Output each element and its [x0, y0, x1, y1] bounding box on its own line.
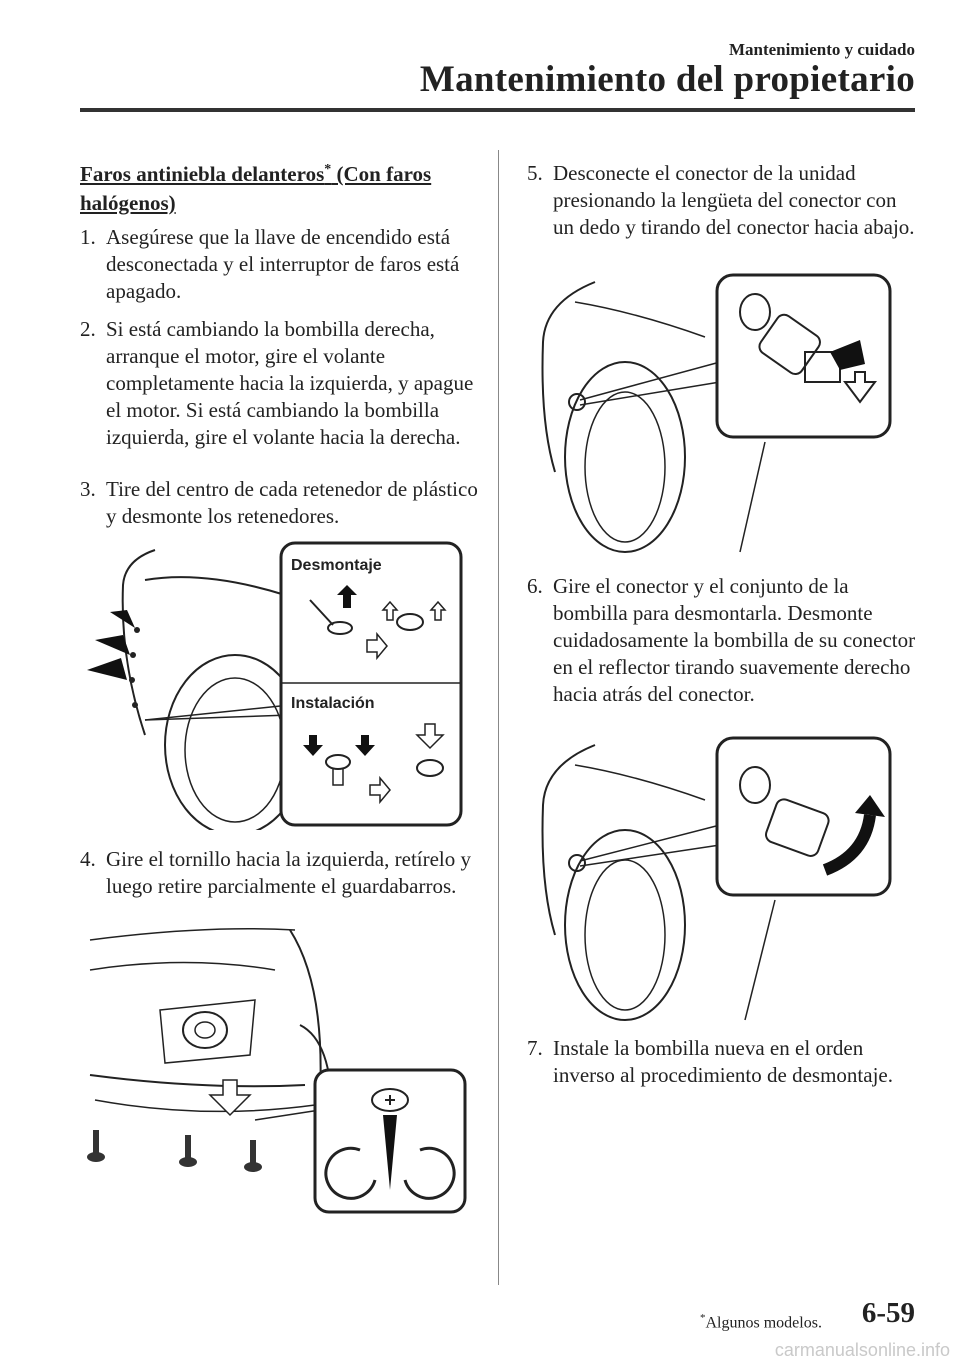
step-2 [80, 316, 480, 451]
removal-label: Desmontaje [291, 557, 382, 574]
footnote-star: * [700, 1312, 706, 1324]
step-text: Tire del centro de cada retenedor de plástico y desmonte los retenedores. [106, 477, 478, 528]
step-number: 7. [527, 1036, 543, 1060]
footnote-text: Algunos modelos. [705, 1314, 822, 1332]
step-text: Instale la bombilla nueva en el orden inverso al procedimiento de desmontaje. [553, 1036, 893, 1087]
connector-illustration [535, 272, 895, 557]
footnote [700, 1312, 822, 1332]
installation-label: Instalación [291, 695, 375, 712]
step-number: 5. [527, 161, 543, 185]
step-text: Gire el tornillo hacia la izquierda, retírelo y luego retire parcialmente el guardabarros. [106, 847, 472, 898]
step-text: Asegúrese que la llave de encendido está desconectada y el interruptor de faros está apagado. [106, 225, 460, 303]
chapter-subtitle: Mantenimiento y cuidado [728, 40, 915, 59]
step-7 [527, 1035, 917, 1089]
step-number: 1. [80, 225, 96, 249]
footnote-star: * [324, 162, 332, 177]
fender-screw-figure [85, 925, 470, 1215]
bulb-illustration [535, 735, 895, 1025]
page-title: Mantenimiento del propietario [419, 59, 915, 100]
step-4 [80, 846, 480, 900]
step-6 [527, 573, 917, 708]
step-text: Gire el conector y el conjunto de la bombilla para desmontarla. Desmonte cuidadosamente la bombilla de su conector en el reflector tirando suavemente derecho hacia atrás del conector. [553, 574, 916, 706]
step-number: 2. [80, 317, 96, 341]
step-text: Si está cambiando la bombilla derecha, arranque el motor, gire el volante completamente hacia la izquierda, y apague el motor. Si está cambiando la bombilla izquierda, gire el volante hacia la derecha. [106, 317, 474, 449]
watermark: carmanualsonline.info [774, 1340, 950, 1360]
step-text: Desconecte el conector de la unidad presionando la lengüeta del conector con un dedo y tirando del conector hacia abajo. [553, 161, 915, 239]
step-number: 3. [80, 477, 96, 501]
step-3 [80, 476, 480, 530]
page-number: 6-59 [861, 1297, 915, 1329]
connector-figure [535, 272, 895, 557]
step-number: 4. [80, 847, 96, 871]
retainer-illustration [85, 540, 470, 830]
section-heading-text: Faros antiniebla delanteros [80, 162, 325, 186]
column-divider [498, 150, 499, 1285]
retainer-figure [85, 540, 470, 830]
section-heading-suffix: (Con faros halógenos) [80, 162, 432, 215]
section-heading [80, 155, 450, 218]
header-divider [80, 108, 915, 112]
bulb-figure [535, 735, 895, 1025]
step-number: 6. [527, 574, 543, 598]
step-5 [527, 160, 917, 241]
step-1 [80, 224, 480, 305]
fender-screw-illustration [85, 925, 470, 1215]
